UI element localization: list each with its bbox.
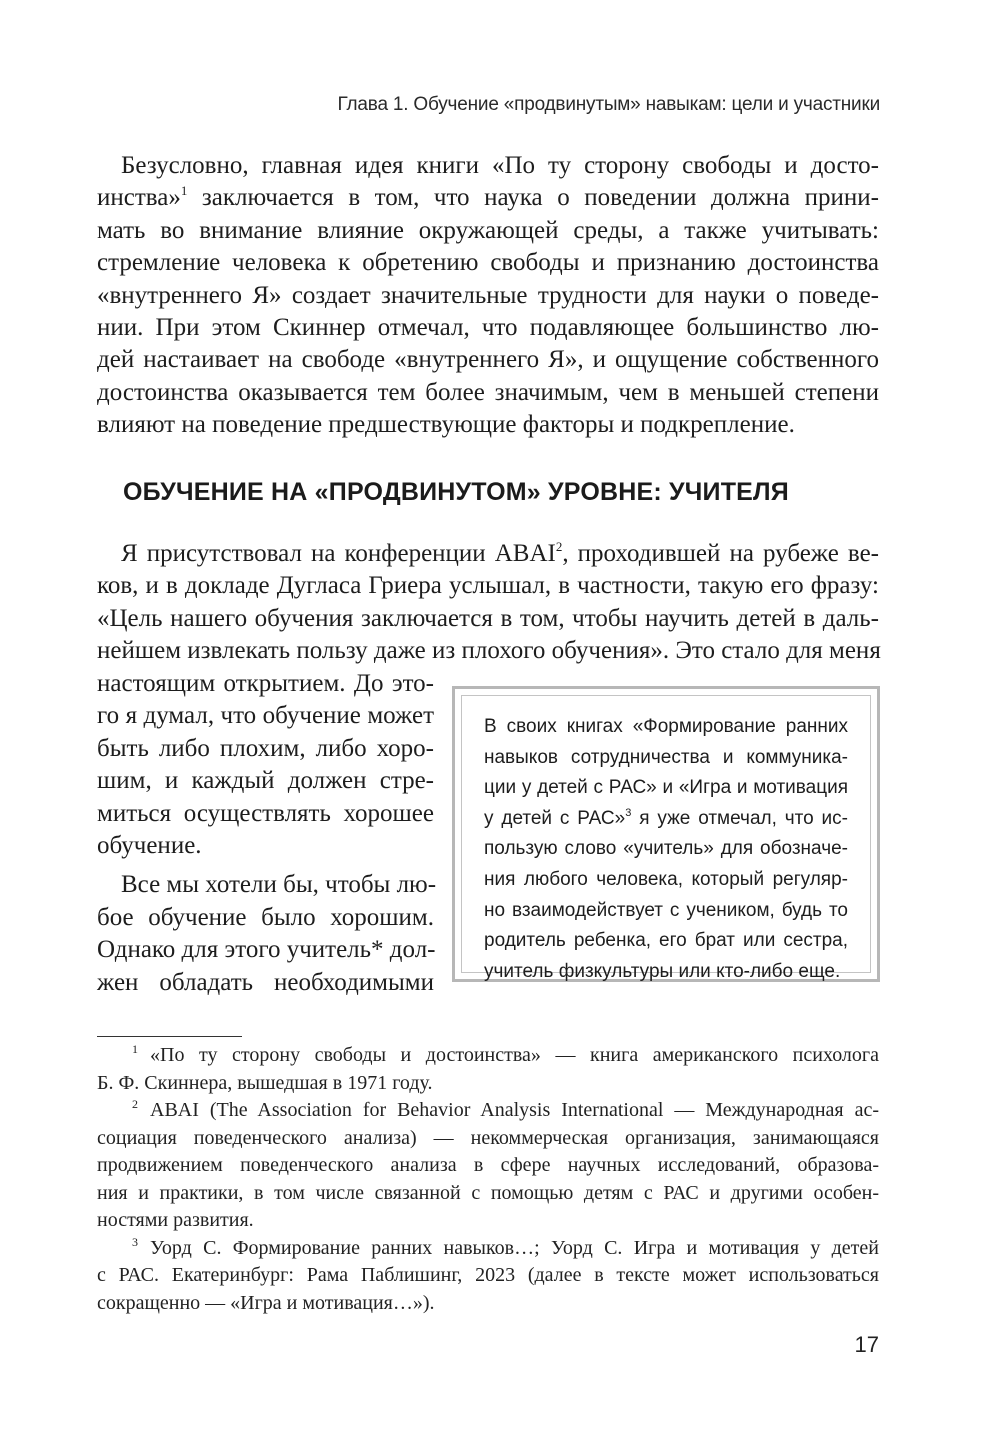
sidebar-note-text xyxy=(461,695,871,982)
footnote-ref-1[interactable]: 1 xyxy=(180,183,188,199)
text-line: инства»$^1$ заключается в том, что наука о поведении должна прини- xyxy=(97,183,879,212)
footnote-number: 3 xyxy=(132,1234,138,1249)
text-line: ностями развития. xyxy=(97,1209,254,1231)
text-line: ции у детей с РАС» и «Игра и мотивация xyxy=(484,777,848,799)
footnote-separator xyxy=(97,1036,242,1037)
text-line: навыков сотрудничества и коммуника- xyxy=(484,746,848,768)
footnote-number: 1 xyxy=(132,1042,138,1056)
text-line: достоинства оказывается тем более значимым, чем в меньшей степени xyxy=(97,378,879,406)
text-line: ния и практики, в том числе связанной с помощью детям с РАС и другими особен- xyxy=(97,1181,879,1204)
text-line: обучение. xyxy=(97,832,202,860)
sidebar-note-box xyxy=(452,686,880,982)
text-line: «внутреннего Я» создает значительные трудности для науки о поведе- xyxy=(97,281,879,309)
paragraph-conference xyxy=(97,538,879,668)
text-line: быть либо плохим, либо хоро- xyxy=(97,734,434,762)
footnote-1 xyxy=(97,1042,879,1097)
text-line: нейшем извлекать пользу даже из плохого обучения». Это стало для меня xyxy=(97,637,881,665)
footnote-ref-2[interactable]: 2 xyxy=(555,539,563,554)
text-line: учитель физкультуры или кто-либо еще. xyxy=(484,960,841,982)
text-line: $^1$ «По ту сторону свободы и достоинства» — книга американского психолога xyxy=(132,1042,879,1066)
text-line: Я присутствовал на конференции ABAI$^2$, проходившей на рубеже ве- xyxy=(121,539,879,567)
footnote-2 xyxy=(97,1097,879,1235)
text-line: Однако для этого учитель* дол- xyxy=(97,936,436,964)
left-column-text xyxy=(97,668,437,999)
text-line: миться осуществлять хорошее xyxy=(97,799,434,827)
text-line: го я думал, что обучение может xyxy=(97,702,434,730)
text-line: настоящим открытием. До это- xyxy=(97,670,434,697)
text-line: шим, и каждый должен стре- xyxy=(97,767,434,795)
footnote-number: 2 xyxy=(132,1097,138,1111)
section-heading: ОБУЧЕНИЕ НА «ПРОДВИНУТОМ» УРОВНЕ: УЧИТЕЛЯ xyxy=(123,478,789,506)
text-line: у детей с РАС»$^3$ я уже отмечал, что ис- xyxy=(484,806,848,829)
text-line: ния любого человека, который регуляр- xyxy=(484,868,848,890)
text-line: «Цель нашего обучения заключается в том, чтобы научить детей в даль- xyxy=(97,604,879,632)
footnote-3 xyxy=(97,1235,879,1318)
paragraph-intro xyxy=(97,150,879,442)
text-line: Б. Ф. Скиннера, вышедшая в 1971 году. xyxy=(97,1071,433,1094)
text-line: жен обладать необходимыми xyxy=(97,968,434,996)
text-line: бое обучение было хорошим. xyxy=(97,903,434,931)
text-line: Безусловно, главная идея книги «По ту сторону свободы и досто- xyxy=(121,152,879,179)
text-line: $^2$ ABAI (The Association for Behavior Analysis International — Международная ас- xyxy=(132,1097,879,1121)
text-line: с РАС. Екатеринбург: Рама Паблишинг, 2023 (далее в тексте может использоваться xyxy=(97,1264,879,1286)
text-line: ков, и в докладе Дугласа Гриера услышал, в частности, такую его фразу: xyxy=(97,572,879,600)
text-line: нии. При этом Скиннер отмечал, что подавляющее большинство лю- xyxy=(97,314,879,342)
page-number: 17 xyxy=(854,1332,879,1357)
text-line: социация поведенческого анализа) — некоммерческая организация, занимающаяся xyxy=(97,1126,879,1149)
footnote-ref-3[interactable]: 3 xyxy=(625,806,632,819)
text-line: пользую слово «учитель» для обозначе- xyxy=(484,838,848,860)
text-line: Все мы хотели бы, чтобы лю- xyxy=(121,871,437,899)
text-line: родитель ребенка, его брат или сестра, xyxy=(484,930,848,952)
text-line: сокращенно — «Игра и мотивация…»). xyxy=(97,1291,435,1314)
text-line: стремление человека к обретению свободы и признанию достоинства xyxy=(97,249,879,277)
text-line: влияют на поведение предшествующие факторы и подкрепление. xyxy=(97,411,795,439)
text-line: В своих книгах «Формирование ранних xyxy=(484,716,848,737)
footnotes xyxy=(97,1042,879,1317)
text-line: $^3$ Уорд С. Формирование ранних навыков…; Уорд С. Игра и мотивация у детей xyxy=(132,1234,879,1259)
text-line: мать во внимание влияние окружающей среды, а также учитывать: xyxy=(97,216,879,244)
text-line: но взаимодействует с учеником, будь то xyxy=(484,899,848,921)
text-line: продвижением поведенческого анализа в сфере научных исследований, образова- xyxy=(97,1154,879,1176)
text-line: дей настаивает на свободе «внутреннего Я», и ощущение собственного xyxy=(97,346,879,374)
running-head: Глава 1. Обучение «продвинутым» навыкам: цели и участники xyxy=(337,94,880,115)
